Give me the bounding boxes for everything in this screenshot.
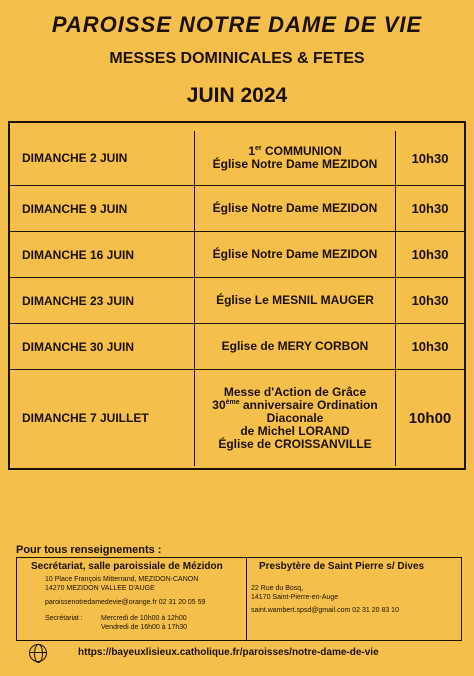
ordinal-suffix: ème (225, 398, 240, 406)
masses-subtitle: MESSES DOMINICALES & FETES (109, 50, 365, 67)
secretariat-hours-2: Vendredi de 16h00 à 17h30 (101, 624, 188, 631)
schedule-row (10, 323, 464, 369)
event-name: COMMUNION (264, 144, 342, 158)
mass-place: Église Le MESNIL MAUGER (195, 278, 396, 323)
mass-time: 10h30 (411, 339, 449, 354)
mass-place: Église Notre Dame MEZIDON (195, 232, 396, 277)
church-name: Église Notre Dame MEZIDON (212, 157, 378, 171)
mass-place: Église Notre Dame MEZIDON (195, 186, 396, 231)
ordinal-number: 1 (248, 144, 256, 158)
mass-date: DIMANCHE 23 JUIN (10, 278, 195, 323)
info-heading: Pour tous renseignements : (16, 544, 162, 556)
event-line: anniversaire Ordination (239, 397, 378, 412)
schedule-row (10, 369, 464, 466)
mass-time: 10h30 (411, 247, 449, 262)
mass-place (195, 131, 396, 185)
secretariat-address-line1: 10 Place François Mitterrand, MEZIDON-CANON (45, 576, 199, 583)
globe-icon (29, 644, 47, 662)
schedule-row (10, 231, 464, 277)
mass-time: 10h30 (411, 201, 449, 216)
mass-place (195, 370, 396, 466)
church-name: Église de CROISSANVILLE (218, 436, 372, 451)
mass-date: DIMANCHE 16 JUIN (10, 232, 195, 277)
presbytery-address-line2: 14170 Saint-Pierre-en-Auge (251, 594, 339, 601)
website-link[interactable]: https://bayeuxlisieux.catholique.fr/paroisses/notre-dame-de-vie (78, 647, 379, 658)
month-heading: JUIN 2024 (186, 84, 288, 107)
secretariat-hours-1: Mercredi de 10h00 à 12h00 (101, 615, 187, 622)
schedule-row (10, 277, 464, 323)
parish-title: PAROISSE NOTRE DAME DE VIE (51, 12, 423, 37)
mass-date: DIMANCHE 30 JUIN (10, 324, 195, 369)
contact-box (16, 557, 462, 641)
secretariat-heading: Secrétariat, salle paroissiale de Mézidon (31, 561, 223, 572)
secretariat-address-line2: 14270 MEZIDON VALLEE D'AUGE (45, 585, 155, 592)
presbytery-heading: Presbytère de Saint Pierre s/ Dives (259, 561, 425, 572)
contact-divider (246, 558, 247, 640)
mass-date: DIMANCHE 2 JUIN (10, 131, 195, 185)
schedule-row (10, 185, 464, 231)
mass-time: 10h30 (411, 150, 449, 166)
presbytery-address-line1: 22 Rue du Bosq, (251, 585, 304, 592)
event-line: de Michel LORAND (240, 423, 350, 438)
ordinal-suffix: er (255, 145, 262, 152)
presbytery-contact[interactable]: saint.wambert.spsd@gmail.com 02 31 20 83 10 (251, 607, 399, 614)
mass-time: 10h00 (408, 409, 452, 427)
mass-date: DIMANCHE 7 JUILLET (10, 370, 195, 466)
ordinal-number: 30 (212, 397, 226, 412)
event-line: Diaconale (266, 410, 324, 425)
event-line: Messe d'Action de Grâce (223, 384, 367, 399)
secretariat-hours-label: Secrétariat : (45, 615, 83, 622)
secretariat-contact[interactable]: paroissenotredamedevie@orange.fr 02 31 20 05 59 (45, 599, 206, 606)
mass-date: DIMANCHE 9 JUIN (10, 186, 195, 231)
mass-time: 10h30 (411, 293, 449, 308)
schedule-row (10, 131, 464, 185)
mass-place: Eglise de MERY CORBON (195, 324, 396, 369)
mass-schedule-table (8, 121, 466, 470)
